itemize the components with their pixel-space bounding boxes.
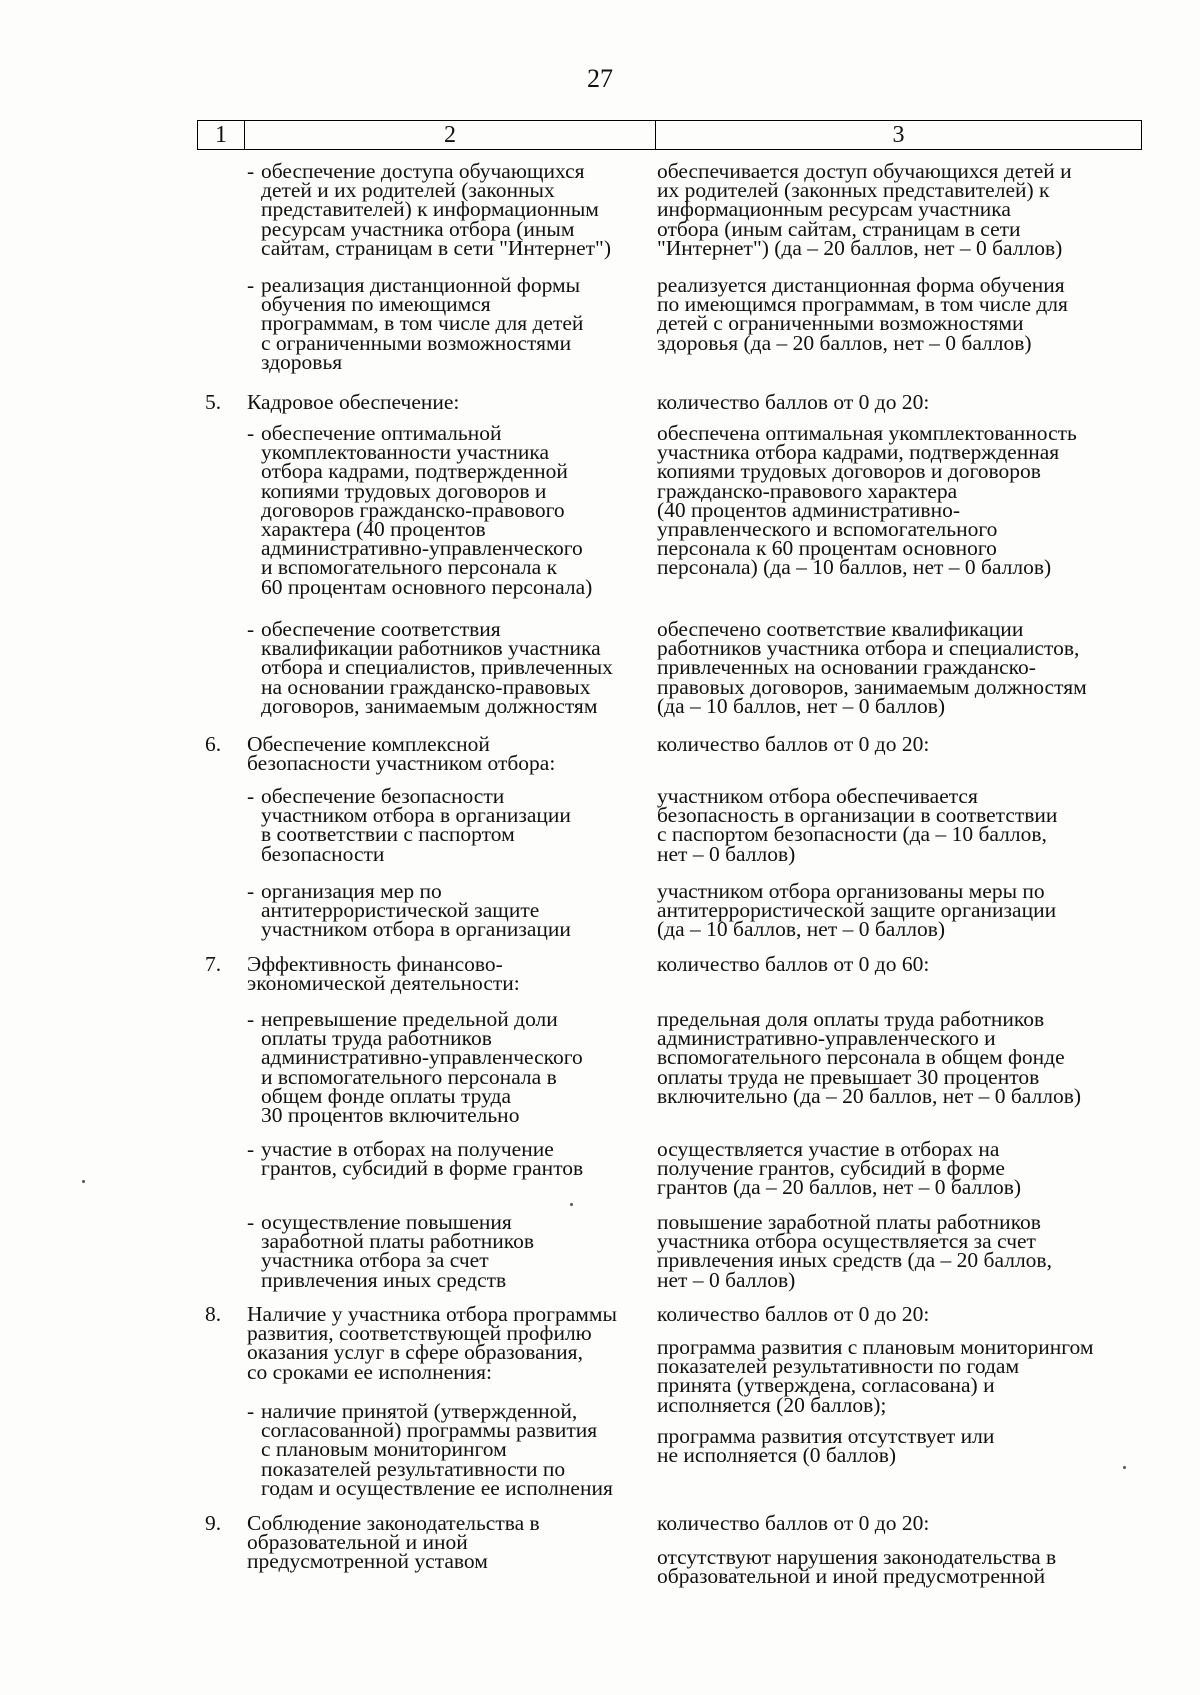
criterion-score-text: осуществляется участие в отборах на получение грантов, субсидий в форме грантов (да – 20 баллов, нет – 0 баллов) [657,1137,1022,1200]
criterion-text: участие в отборах на получение грантов, субсидий в форме грантов [261,1137,584,1181]
section-number: 5. [205,390,222,414]
list-dash: - [247,421,255,445]
page-number: 27 [587,64,613,93]
scan-speck [82,1180,85,1183]
criterion-text: организация мер по антитеррористической защите участником отбора в организации [261,879,571,942]
table-header-row [197,120,1142,150]
scan-speck [570,1203,573,1206]
header-col-2: 2 [245,121,656,149]
list-dash: - [247,879,255,903]
criterion-score-text: обеспечивается доступ обучающихся детей и их родителей (законных представителей) к информационным ресурсам участника отбора (иным сайтам, страницам в сети "Интернет") (да – 20 баллов, нет – 0 баллов) [657,159,1072,260]
criterion-score-text: программа развития с плановым мониторингом показателей результативности по годам принята (утверждена, согласована) и исполняется (20 баллов); [657,1335,1094,1417]
section-title: Обеспечение комплексной безопасности участником отбора: [247,732,556,776]
section-number: 7. [205,952,222,976]
section-score: количество баллов от 0 до 20: [657,1511,930,1535]
criterion-score-text: реализуется дистанционная форма обучения по имеющимся программам, в том числе для детей с ограниченными возможностями здоровья (да – 20 баллов, нет – 0 баллов) [657,273,1068,355]
criterion-text: реализация дистанционной формы обучения по имеющимся программам, в том числе для детей с ограниченными возможностями здоровья [261,273,584,374]
list-dash: - [247,617,255,641]
section-score: количество баллов от 0 до 60: [657,952,930,976]
criterion-text: обеспечение оптимальной укомплектованности участника отбора кадрами, подтвержденной копиями трудовых договоров и договоров гражданско-правового характера (40 процентов административно-управленческого и вспомогательного персонала к 60 процентам основного персонала) [261,421,593,599]
section-number: 8. [205,1302,222,1326]
section-number: 6. [205,732,222,756]
criterion-score-text: повышение заработной платы работников участника отбора осуществляется за счет привлечения иных средств (да – 20 баллов, нет – 0 баллов) [657,1210,1052,1292]
criterion-score-text: программа развития отсутствует или не исполняется (0 баллов) [657,1424,995,1468]
list-dash: - [247,1210,255,1234]
header-col-1: 1 [198,121,245,149]
section-score: количество баллов от 0 до 20: [657,1302,930,1326]
scan-speck [1123,1466,1126,1469]
section-title: Наличие у участника отбора программы развития, соответствующей профилю оказания услуг в сфере образования, со сроками ее исполнения: [247,1302,617,1384]
list-dash: - [247,784,255,808]
criterion-score-text: предельная доля оплаты труда работников административно-управленческого и вспомогательного персонала в общем фонде оплаты труда не превышает 30 процентов включительно (да – 20 баллов, нет – 0 баллов) [657,1007,1082,1108]
criterion-score-text: участником отбора организованы меры по антитеррористической защите организации (да – 10 баллов, нет – 0 баллов) [657,879,1057,942]
section-title: Соблюдение законодательства в образовательной и иной предусмотренной уставом [247,1511,540,1574]
criterion-text: непревышение предельной доли оплаты труда работников административно-управленческого и вспомогательного персонала в общем фонде оплаты труда 30 процентов включительно [261,1007,583,1128]
list-dash: - [247,1399,255,1423]
section-score: количество баллов от 0 до 20: [657,732,930,756]
list-dash: - [247,1007,255,1031]
criterion-text: обеспечение доступа обучающихся детей и их родителей (законных представителей) к информационным ресурсам участника отбора (иным сайтам, страницам в сети "Интернет") [261,159,611,260]
criterion-text: осуществление повышения заработной платы работников участника отбора за счет привлечения иных средств [261,1210,535,1292]
criterion-text: обеспечение соответствия квалификации работников участника отбора и специалистов, привлеченных на основании гражданско-правовых договоров, занимаемым должностям [261,617,613,718]
criterion-score-text: обеспечена оптимальная укомплектованность участника отбора кадрами, подтвержденная копиями трудовых договоров и договоров гражданско-правового характера (40 процентов административно- управленческого и вспомогательного персонала к 60 процентам основного персонала) (да – 10 баллов, нет – 0 баллов) [657,421,1077,580]
list-dash: - [247,159,255,183]
section-score: количество баллов от 0 до 20: [657,390,930,414]
list-dash: - [247,1137,255,1161]
section-title: Эффективность финансово- экономической деятельности: [247,952,520,996]
section-number: 9. [205,1511,222,1535]
criterion-score-text: участником отбора обеспечивается безопасность в организации в соответствии с паспортом безопасности (да – 10 баллов, нет – 0 баллов) [657,784,1058,866]
criterion-text: наличие принятой (утвержденной, согласованной) программы развития с плановым мониторингом показателей результативности по годам и осуществление ее исполнения [261,1399,613,1500]
header-col-3: 3 [892,121,905,148]
criterion-text: обеспечение безопасности участником отбора в организации в соответствии с паспортом безопасности [261,784,571,866]
section-title: Кадровое обеспечение: [247,390,460,414]
criterion-score-text: отсутствуют нарушения законодательства в образовательной и иной предусмотренной [657,1545,1057,1589]
list-dash: - [247,273,255,297]
criterion-score-text: обеспечено соответствие квалификации работников участника отбора и специалистов, привлеченных на основании гражданско- правовых договоров, занимаемым должностям (да – 10 баллов, нет – 0 баллов) [657,617,1087,718]
